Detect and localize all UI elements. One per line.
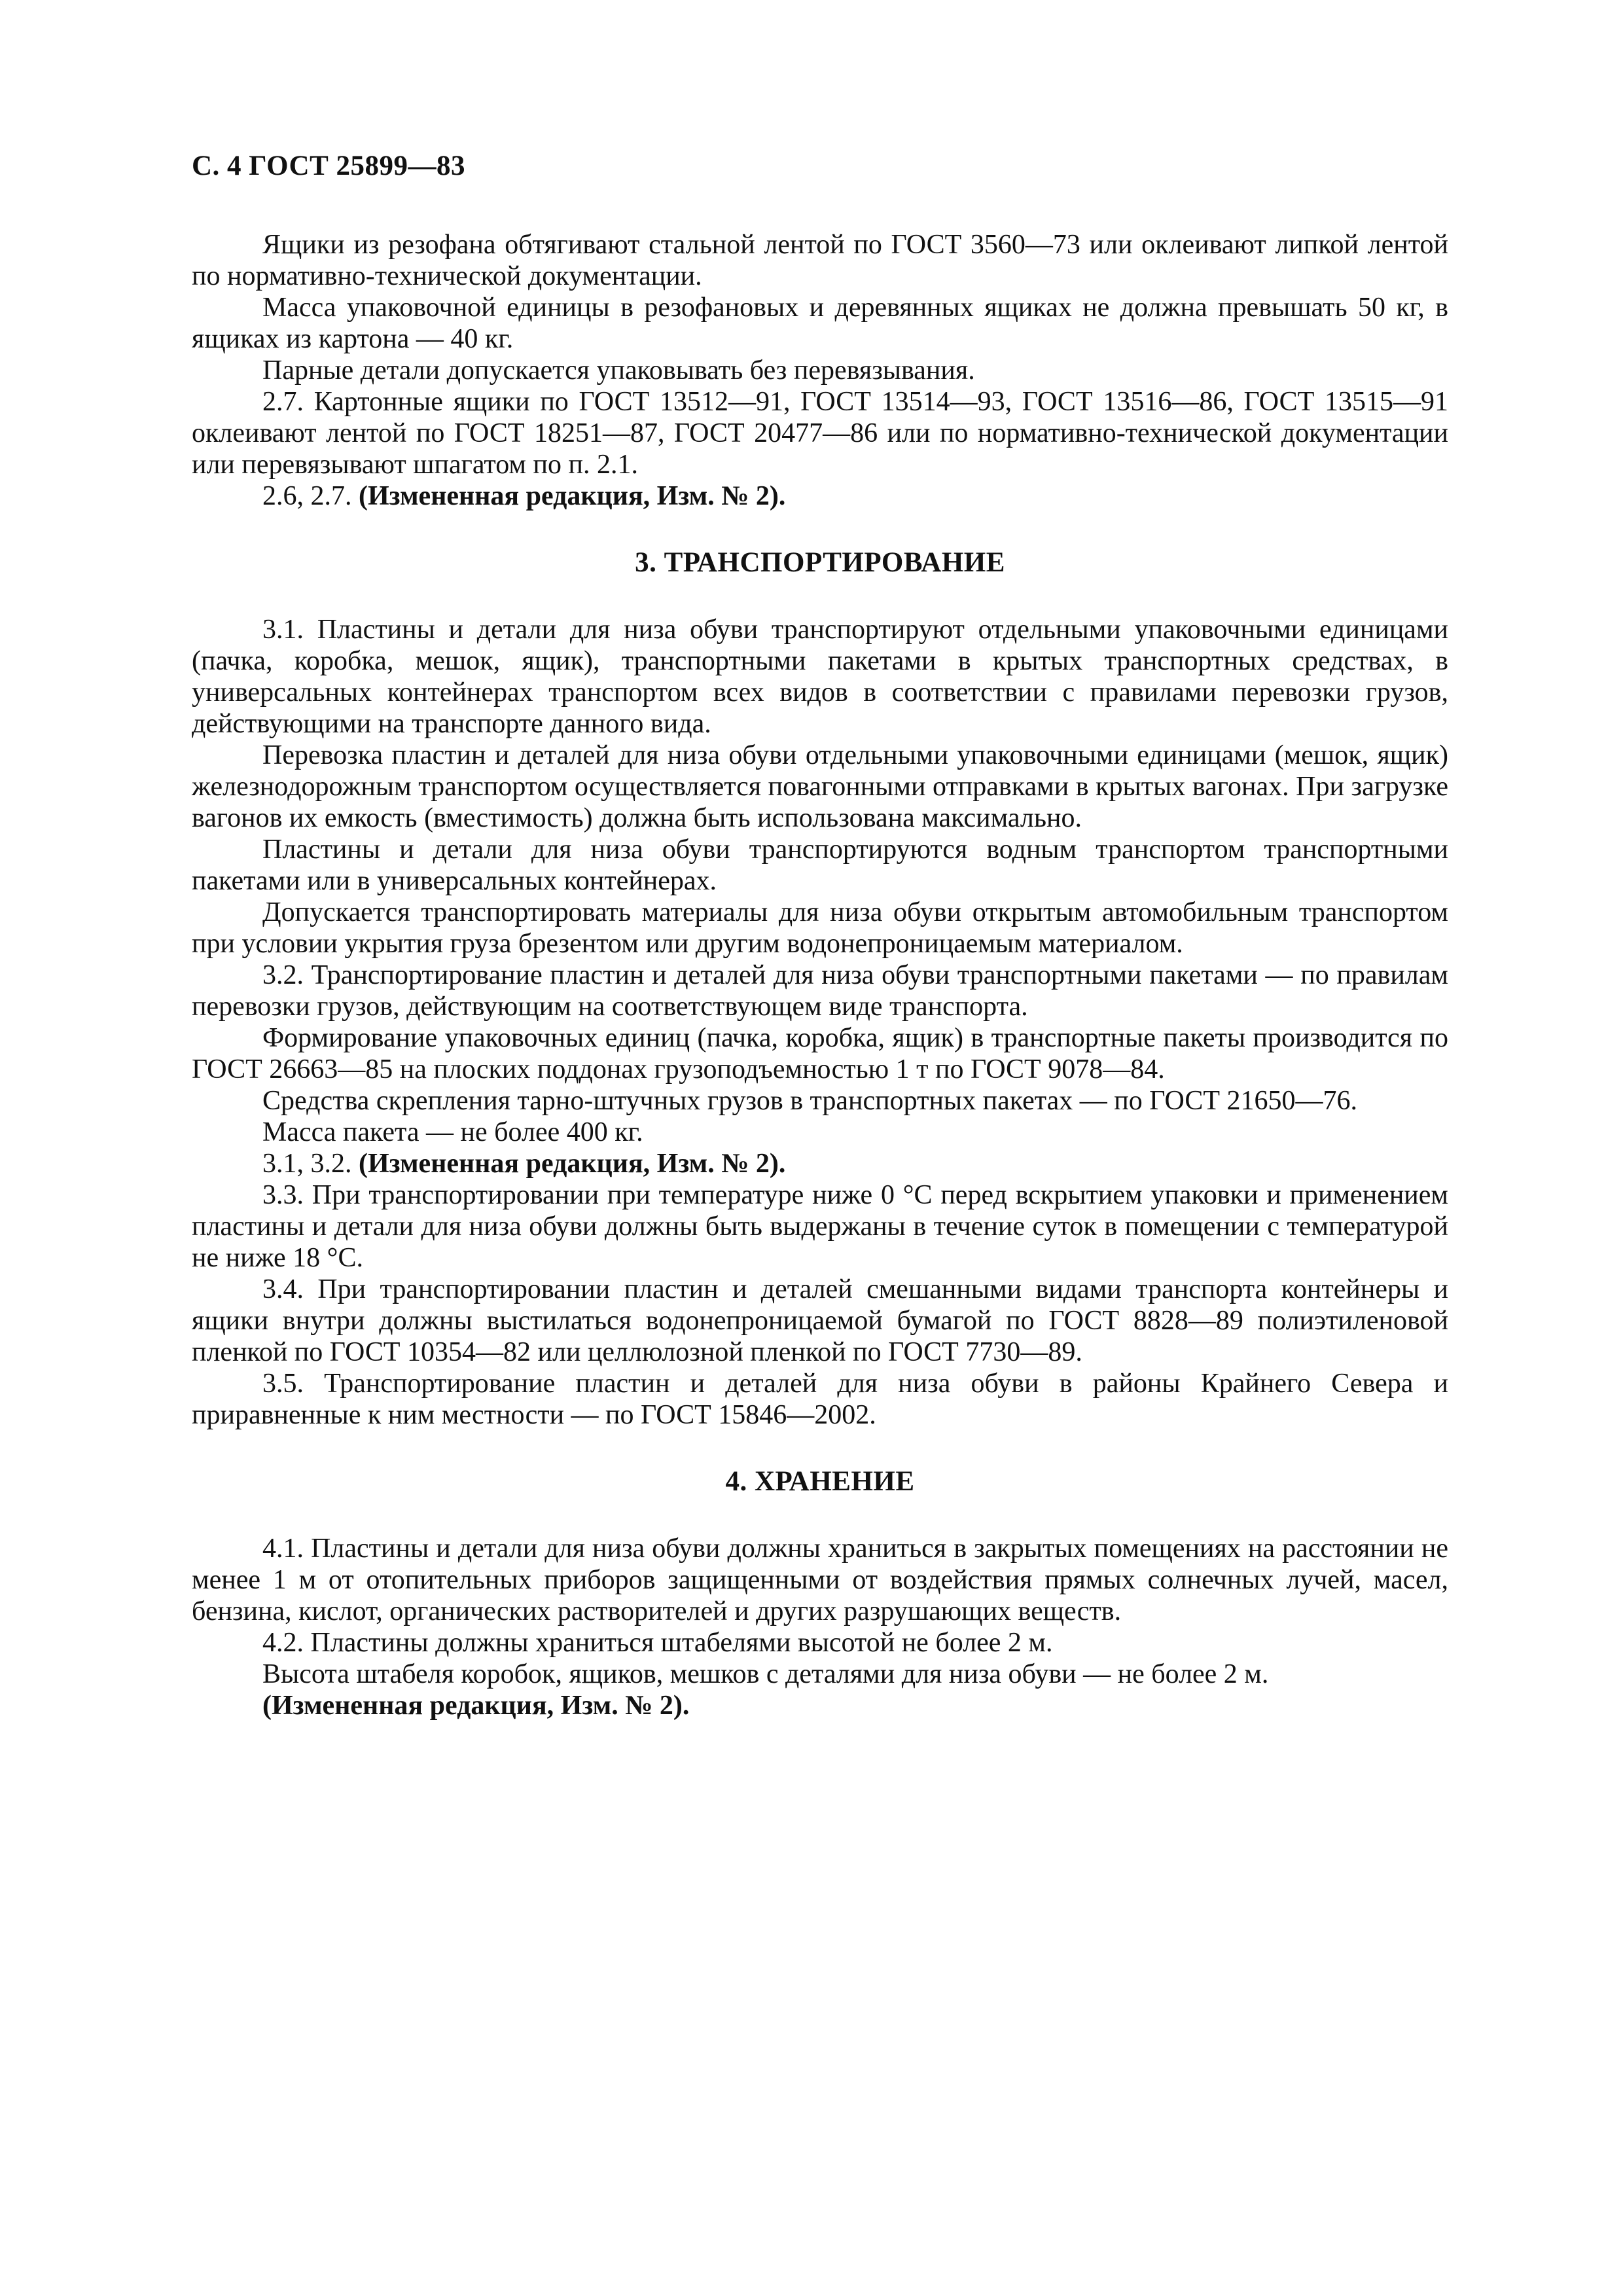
- note-bold-text: (Измененная редакция, Изм. № 2).: [359, 1149, 786, 1179]
- paragraph: 3.3. При транспортировании при температуре ниже 0 °С перед вскрытием упаковки и применением пластины и детали для низа обуви должны быть выдержаны в течение суток в помещении с температурой не ниже 18 °С.: [192, 1180, 1448, 1273]
- paragraph: Ящики из резофана обтягивают стальной лентой по ГОСТ 3560—73 или оклеивают липкой лентой по нормативно-технической документации.: [192, 230, 1448, 291]
- paragraph: Масса упаковочной единицы в резофановых и деревянных ящиках не должна превышать 50 кг, в ящиках из картона — 40 кг.: [192, 293, 1448, 354]
- paragraph: Высота штабеля коробок, ящиков, мешков с деталями для низа обуви — не более 2 м.: [262, 1659, 1269, 1689]
- paragraph: 3.5. Транспортирование пластин и деталей для низа обуви в районы Крайнего Севера и приравненные к ним местности — по ГОСТ 15846—2002.: [192, 1369, 1448, 1430]
- paragraph: 3.4. При транспортировании пластин и деталей смешанными видами транспорта контейнеры и ящики внутри должны выстилаться водонепроницаемой бумагой по ГОСТ 8828—89 полиэтиленовой пленкой по ГОСТ 10354—82 или целлюлозной пленкой по ГОСТ 7730—89.: [192, 1274, 1448, 1367]
- paragraph: Пластины и детали для низа обуви транспортируются водным транспортом транспортными пакетами или в универсальных контейнерах.: [192, 834, 1448, 896]
- paragraph: 2.7. Картонные ящики по ГОСТ 13512—91, ГОСТ 13514—93, ГОСТ 13516—86, ГОСТ 13515—91 оклеивают лентой по ГОСТ 18251—87, ГОСТ 20477—86 или по нормативно-технической документации или перевязывают шпагатом по п. 2.1.: [192, 387, 1448, 480]
- amendment-note: [192, 480, 1448, 512]
- paragraph: 3.2. Транспортирование пластин и деталей для низа обуви транспортными пакетами — по правилам перевозки грузов, действующим на соответствующем виде транспорта.: [192, 960, 1448, 1022]
- paragraph: 4.1. Пластины и детали для низа обуви должны храниться в закрытых помещениях на расстоянии не менее 1 м от отопительных приборов защищенными от воздействия прямых солнечных лучей, масел, бензина, кислот, органических растворителей и других разрушающих веществ.: [192, 1534, 1448, 1626]
- paragraph: Перевозка пластин и деталей для низа обуви отдельными упаковочными единицами (мешок, ящик) железнодорожным транспортом осуществляется повагонными отправками в крытых вагонах. При загрузке вагонов их емкость (вместимость) должна быть использована максимально.: [192, 740, 1448, 833]
- paragraph: Средства скрепления тарно-штучных грузов в транспортных пакетах — по ГОСТ 21650—76.: [262, 1086, 1357, 1116]
- paragraph: Формирование упаковочных единиц (пачка, коробка, ящик) в транспортные пакеты производится по ГОСТ 26663—85 на плоских поддонах грузоподъемностью 1 т по ГОСТ 9078—84.: [192, 1023, 1448, 1085]
- paragraph: Масса пакета — не более 400 кг.: [262, 1117, 643, 1147]
- note-bold-text: (Измененная редакция, Изм. № 2).: [359, 481, 786, 511]
- note-prefix: 3.1, 3.2.: [262, 1149, 359, 1179]
- amendment-note: [192, 1690, 1448, 1721]
- note-prefix: 2.6, 2.7.: [262, 481, 359, 511]
- paragraph: 4.2. Пластины должны храниться штабелями высотой не более 2 м.: [262, 1628, 1053, 1658]
- note-bold-text: (Измененная редакция, Изм. № 2).: [262, 1691, 690, 1721]
- section-heading: 4. ХРАНЕНИЕ: [725, 1466, 915, 1497]
- paragraph: 3.1. Пластины и детали для низа обуви транспортируют отдельными упаковочными единицами (пачка, коробка, мешок, ящик), транспортными пакетами в крытых транспортных средствах, в универсальных контейнерах транспортом всех видов в соответствии с правилами перевозки грузов, действующими на транспорте данного вида.: [192, 615, 1448, 739]
- document-body: [192, 229, 1448, 1721]
- section-heading: 3. ТРАНСПОРТИРОВАНИЕ: [635, 547, 1005, 578]
- page-header: С. 4 ГОСТ 25899—83: [192, 151, 466, 181]
- paragraph: Допускается транспортировать материалы для низа обуви открытым автомобильным транспортом при условии укрытия груза брезентом или другим водонепроницаемым материалом.: [192, 897, 1448, 959]
- paragraph: Парные детали допускается упаковывать без перевязывания.: [262, 355, 975, 386]
- amendment-note: [192, 1148, 1448, 1179]
